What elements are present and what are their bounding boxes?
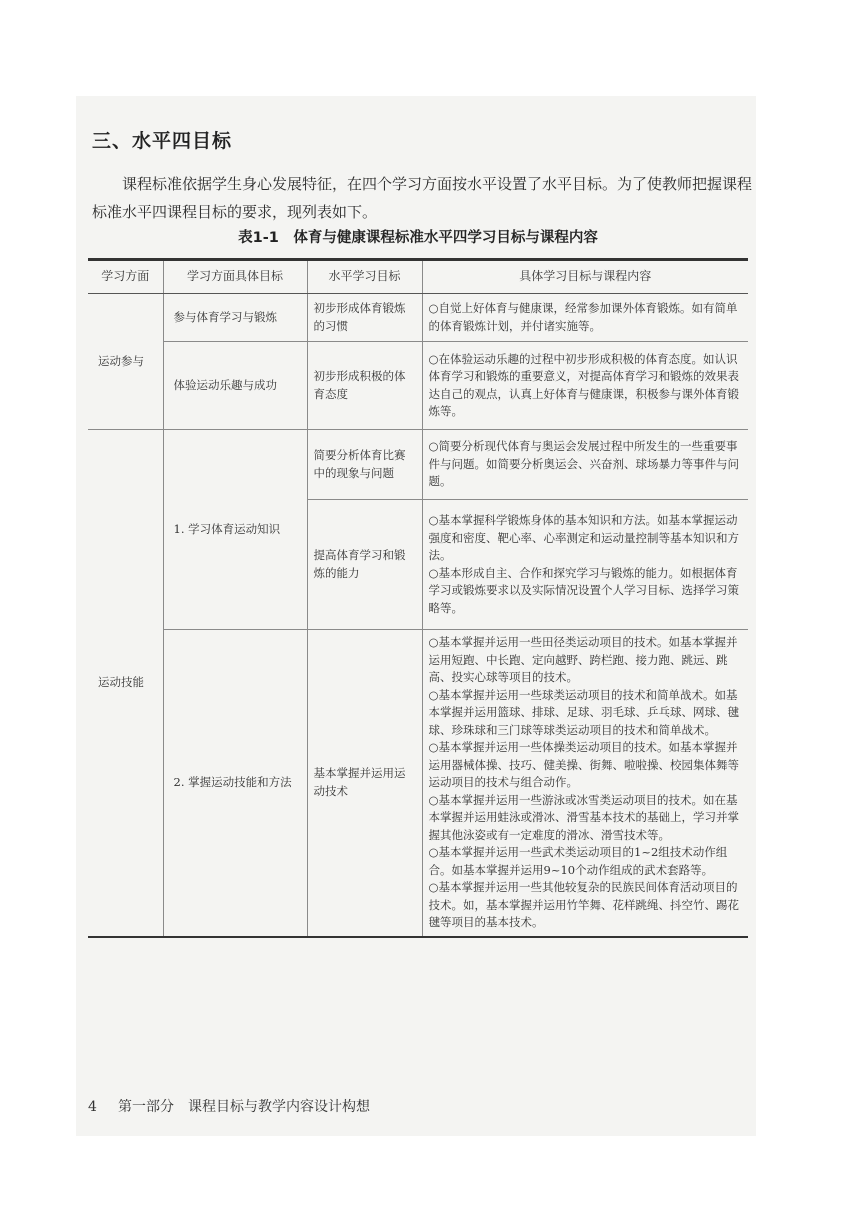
content-item: ○基本掌握并运用一些武术类运动项目的1~2组技术动作组合。如基本掌握并运用9~10个动作组成的武术套路等。 [428,845,728,877]
table-row [88,294,748,342]
content-item: ○基本掌握并运用一些其他较复杂的民族民间体育活动项目的技术。如，基本掌握并运用竹竿舞、花样跳绳、抖空竹、踢花毽等项目的基本技术。 [428,880,739,929]
page-number: 4 [88,1099,97,1115]
table-caption: 表1-1 体育与健康课程标准水平四学习目标与课程内容 [238,230,598,246]
level-cell: 初步形成积极的体育态度 [307,342,422,430]
section-heading: 三、水平四目标 [92,130,233,152]
area-cell: 运动参与 [88,294,163,430]
level-cell: 基本掌握并运用运动技术 [307,630,422,937]
content-item: ○基本掌握科学锻炼身体的基本知识和方法。如基本掌握运动强度和密度、靶心率、心率测定和运动量控制等基本知识和方法。 [428,513,739,562]
goal-cell: 2. 掌握运动技能和方法 [163,630,307,937]
page-footer [88,1096,370,1116]
goal-cell: 体验运动乐趣与成功 [163,342,307,430]
content-cell: ○简要分析现代体育与奥运会发展过程中所发生的一些重要事件与问题。如简要分析奥运会、兴奋剂、球场暴力等事件与问题。 [422,430,748,500]
content-cell [422,630,748,937]
content-cell: ○自觉上好体育与健康课，经常参加课外体育锻炼。如有简单的体育锻炼计划，并付诸实施等。 [422,294,748,342]
level-cell: 初步形成体育锻炼的习惯 [307,294,422,342]
intro-paragraph: 课程标准依据学生身心发展特征，在四个学习方面按水平设置了水平目标。为了使教师把握课程标准水平四课程目标的要求，现列表如下。 [92,175,753,221]
content-item: ○基本掌握并运用一些游泳或冰雪类运动项目的技术。如在基本掌握并运用蛙泳或滑冰、滑雪基本技术的基础上，学习并掌握其他泳姿或有一定难度的滑冰、滑雪技术等。 [428,792,739,842]
header-area: 学习方面 [88,260,163,294]
level-cell: 提高体育学习和锻炼的能力 [307,500,422,630]
content-item: ○基本掌握并运用一些体操类运动项目的技术。如基本掌握并运用器械体操、技巧、健美操、街舞、啦啦操、校园集体舞等运动项目的技术与组合动作。 [428,740,739,789]
table-row [88,430,748,500]
content-cell [422,500,748,630]
table-row [88,630,748,937]
table-header-row [88,260,748,294]
part-title: 第一部分 课程目标与教学内容设计构想 [118,1099,370,1115]
goal-cell: 参与体育学习与锻炼 [163,294,307,342]
header-specific-goal: 学习方面具体目标 [163,260,307,294]
table-row [88,342,748,430]
content-cell: ○在体验运动乐趣的过程中初步形成积极的体育态度。如认识体育学习和锻炼的重要意义，对提高体育学习和锻炼的效果表达自己的观点，认真上好体育与健康课，积极参与课外体育锻炼等。 [422,342,748,430]
objectives-table [88,258,748,938]
goal-cell: 1. 学习体育运动知识 [163,430,307,630]
content-item: ○基本形成自主、合作和探究学习与锻炼的能力。如根据体育学习或锻炼要求以及实际情况设置个人学习目标、选择学习策略等。 [428,565,739,615]
content-item: ○基本掌握并运用一些田径类运动项目的技术。如基本掌握并运用短跑、中长跑、定向越野、跨栏跑、接力跑、跳远、跳高、投实心球等项目的技术。 [428,635,738,684]
content-item: ○基本掌握并运用一些球类运动项目的技术和简单战术。如基本掌握并运用篮球、排球、足球、羽毛球、乒乓球、网球、毽球、珍珠球和三门球等球类运动项目的技术和简单战术。 [428,687,739,737]
level-cell: 简要分析体育比赛中的现象与问题 [307,430,422,500]
area-cell: 运动技能 [88,430,163,937]
header-level-goal: 水平学习目标 [307,260,422,294]
header-content: 具体学习目标与课程内容 [422,260,748,294]
